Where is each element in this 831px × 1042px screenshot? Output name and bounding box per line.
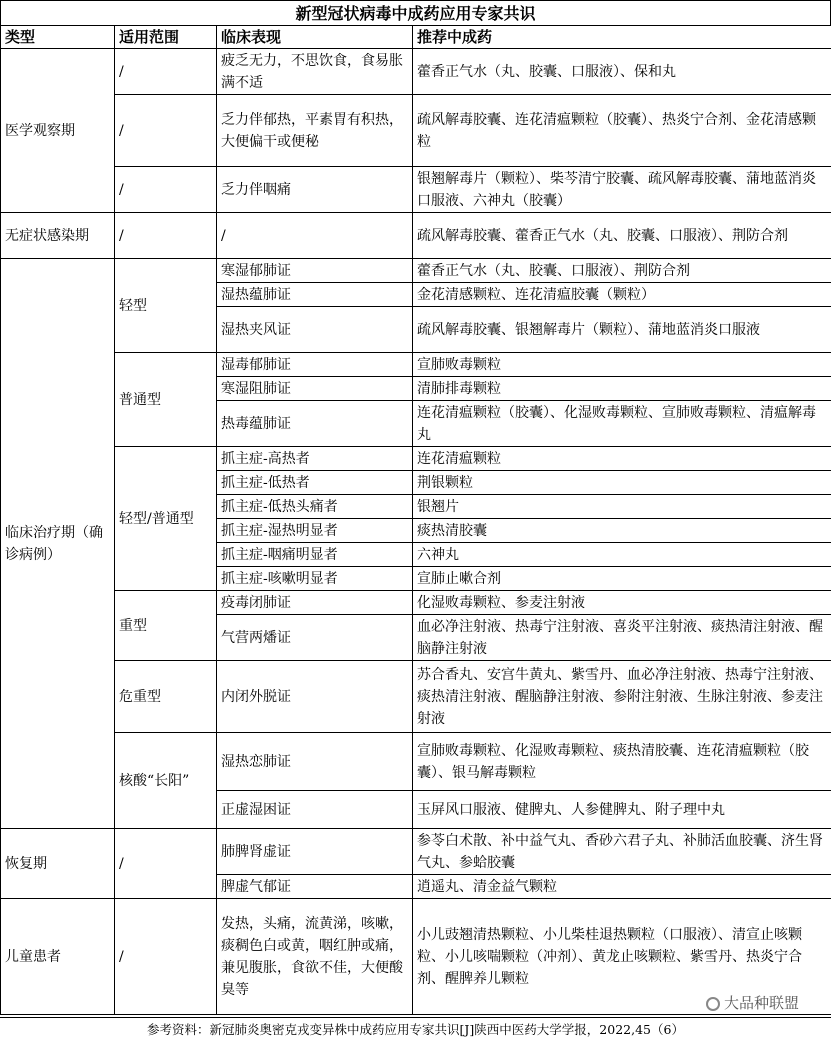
symptom-cell: 湿热蕴肺证 [217,283,413,307]
symptom-cell: 抓主症-湿热明显者 [217,519,413,543]
symptom-cell: 发热，头痛，流黄涕，咳嗽，痰稠色白或黄，咽红肿或痛，兼见腹胀，食欲不佳，大便酸臭等 [217,899,413,1015]
symptom-cell: 肺脾肾虚证 [217,829,413,875]
symptom-cell: 抓主症-咳嗽明显者 [217,567,413,591]
scope-cell: / [115,49,217,95]
medicine-cell: 玉屏风口服液、健脾丸、人参健脾丸、附子理中丸 [413,791,831,829]
table-row [1,213,831,259]
table-row [1,661,831,733]
table-row [1,353,831,377]
medicine-cell: 荆银颗粒 [413,471,831,495]
scope-cell: 轻型 [115,259,217,353]
symptom-cell: 脾虚气郁证 [217,875,413,899]
medicine-cell: 藿香正气水（丸、胶囊、口服液）、荆防合剂 [413,259,831,283]
scope-cell: 轻型/普通型 [115,447,217,591]
symptom-cell: 热毒蕴肺证 [217,401,413,447]
medicine-cell: 参苓白术散、补中益气丸、香砂六君子丸、补肺活血胶囊、济生肾气丸、参蛤胶囊 [413,829,831,875]
table-row [1,733,831,791]
medicine-cell: 宣肺止嗽合剂 [413,567,831,591]
header-type: 类型 [1,26,115,49]
table-row [1,447,831,471]
symptom-cell: 寒湿郁肺证 [217,259,413,283]
scope-cell: 普通型 [115,353,217,447]
symptom-cell: 抓主症-高热者 [217,447,413,471]
medicine-cell: 血必净注射液、热毒宁注射液、喜炎平注射液、痰热清注射液、醒脑静注射液 [413,615,831,661]
medicine-cell: 小儿豉翘清热颗粒、小儿柴桂退热颗粒（口服液）、清宣止咳颗粒、小儿咳喘颗粒（冲剂）、黄龙止咳颗粒、紫雪丹、热炎宁合剂、醒脾养儿颗粒 [413,899,831,1015]
medicine-cell: 藿香正气水（丸、胶囊、口服液）、保和丸 [413,49,831,95]
header-row [1,26,831,49]
table-title: 新型冠状病毒中成药应用专家共识 [0,0,831,26]
header-scope: 适用范围 [115,26,217,49]
scope-cell: / [115,167,217,213]
header-symptom: 临床表现 [217,26,413,49]
scope-cell: 核酸“长阳” [115,733,217,829]
medicine-cell: 宣肺败毒颗粒、化湿败毒颗粒、痰热清胶囊、连花清瘟颗粒（胶囊）、银马解毒颗粒 [413,733,831,791]
table-row [1,49,831,95]
symptom-cell: 内闭外脱证 [217,661,413,733]
medicine-cell: 化湿败毒颗粒、参麦注射液 [413,591,831,615]
medicine-cell: 金花清感颗粒、连花清瘟胶囊（颗粒） [413,283,831,307]
table-row [1,167,831,213]
symptom-cell: 疫毒闭肺证 [217,591,413,615]
medicine-cell: 六神丸 [413,543,831,567]
medicine-cell: 逍遥丸、清金益气颗粒 [413,875,831,899]
symptom-cell: 乏力伴咽痛 [217,167,413,213]
symptom-cell: 气营两燔证 [217,615,413,661]
medicine-cell: 银翘解毒片（颗粒）、柴芩清宁胶囊、疏风解毒胶囊、蒲地蓝消炎口服液、六神丸（胶囊） [413,167,831,213]
table-row [1,95,831,167]
symptom-cell: 湿热恋肺证 [217,733,413,791]
type-cell: 恢复期 [1,829,115,899]
symptom-cell: 湿毒郁肺证 [217,353,413,377]
watermark-text: 大品种联盟 [724,994,799,1012]
table-row [1,591,831,615]
wechat-icon [706,997,720,1011]
medicine-cell: 疏风解毒胶囊、藿香正气水（丸、胶囊、口服液）、荆防合剂 [413,213,831,259]
scope-cell: 重型 [115,591,217,661]
scope-cell: / [115,899,217,1015]
symptom-cell: 抓主症-咽痛明显者 [217,543,413,567]
watermark [702,992,803,1013]
medicine-cell: 疏风解毒胶囊、银翘解毒片（颗粒）、蒲地蓝消炎口服液 [413,307,831,353]
symptom-cell: 抓主症-低热头痛者 [217,495,413,519]
type-cell: 医学观察期 [1,49,115,213]
medicine-cell: 连花清瘟颗粒（胶囊）、化湿败毒颗粒、宣肺败毒颗粒、清瘟解毒丸 [413,401,831,447]
type-cell: 儿童患者 [1,899,115,1015]
medicine-cell: 宣肺败毒颗粒 [413,353,831,377]
header-medicine: 推荐中成药 [413,26,831,49]
medicine-cell: 疏风解毒胶囊、连花清瘟颗粒（胶囊）、热炎宁合剂、金花清感颗粒 [413,95,831,167]
scope-cell: / [115,829,217,899]
symptom-cell: 疲乏无力，不思饮食，食易胀满不适 [217,49,413,95]
medicine-table [0,25,831,1015]
medicine-cell: 痰热清胶囊 [413,519,831,543]
symptom-cell: 正虚湿困证 [217,791,413,829]
medicine-cell: 苏合香丸、安宫牛黄丸、紫雪丹、血必净注射液、热毒宁注射液、痰热清注射液、醒脑静注射液、参附注射液、生脉注射液、参麦注射液 [413,661,831,733]
medicine-cell: 清肺排毒颗粒 [413,377,831,401]
symptom-cell: 乏力伴郁热，平素胃有积热，大便偏干或便秘 [217,95,413,167]
scope-cell: / [115,213,217,259]
table-row [1,829,831,875]
symptom-cell: 抓主症-低热者 [217,471,413,495]
scope-cell: 危重型 [115,661,217,733]
scope-cell: / [115,95,217,167]
reference-note: 参考资料：新冠肺炎奥密克戎变异株中成药应用专家共识[J]陕西中医药大学学报，2022,45（6） [0,1017,831,1041]
type-cell: 临床治疗期（确诊病例） [1,259,115,829]
symptom-cell: / [217,213,413,259]
table-row [1,259,831,283]
symptom-cell: 湿热夹风证 [217,307,413,353]
type-cell: 无症状感染期 [1,213,115,259]
symptom-cell: 寒湿阻肺证 [217,377,413,401]
medicine-cell: 银翘片 [413,495,831,519]
medicine-cell: 连花清瘟颗粒 [413,447,831,471]
